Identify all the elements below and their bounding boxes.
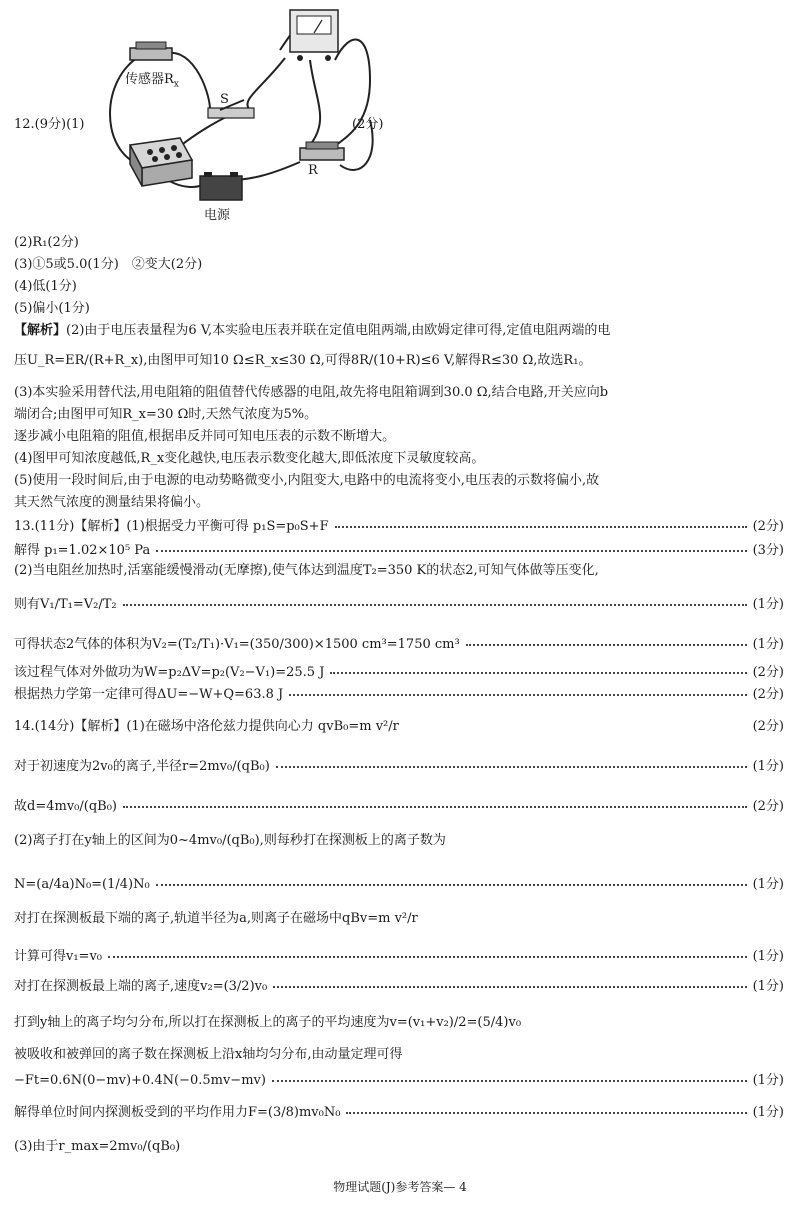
q12-jiexi-line xyxy=(14,320,784,342)
q13-row xyxy=(14,678,784,702)
q14-row: 打到y轴上的离子均匀分布,所以打在探测板上的离子的平均速度为v=(v₁+v₂)/2=(5/4)v₀ xyxy=(14,1015,522,1030)
resistor-label: R xyxy=(308,163,318,178)
q12-jiexi-line: 其天然气浓度的测量结果将偏小。 xyxy=(14,495,210,510)
q12-answer-3: (3)①5或5.0(1分) ②变大(2分) xyxy=(14,257,203,272)
row-text: 对于初速度为2v₀的离子,半径r=2mv₀/(qB₀) xyxy=(14,759,270,774)
row-text: 对打在探测板最上端的离子,速度v₂=(3/2)v₀ xyxy=(14,979,268,994)
row-score: (1分) xyxy=(752,759,784,774)
row-text: 13.(11分)【解析】(1)根据受力平衡可得 p₁S=p₀S+F xyxy=(14,519,329,534)
row-score: (1分) xyxy=(752,637,784,652)
row-score: (2分) xyxy=(752,687,784,702)
row-text: −Ft=0.6N(0−mv)+0.4N(−0.5mv−mv) xyxy=(14,1073,266,1088)
resistor-component xyxy=(300,142,344,160)
dot-leader xyxy=(156,550,746,552)
dot-leader xyxy=(346,1112,746,1114)
jiexi-text: (2)由于电压表量程为6 V,本实验电压表并联在定值电阻两端,由欧姆定律可得,定值电阻两端的电 xyxy=(66,323,611,338)
row-text: N=(a/4a)N₀=(1/4)N₀ xyxy=(14,877,150,892)
dot-leader xyxy=(123,806,747,808)
row-text: 根据热力学第一定律可得ΔU=−W+Q=63.8 J xyxy=(14,687,284,702)
q14-row xyxy=(14,970,784,994)
q14-row xyxy=(14,940,784,964)
dot-leader xyxy=(276,766,747,768)
row-text: 计算可得v₁=v₀ xyxy=(14,949,103,964)
dot-leader xyxy=(405,726,747,728)
row-score: (2分) xyxy=(752,799,784,814)
q13-row: (2)当电阻丝加热时,活塞能缓慢滑动(无摩擦),使气体达到温度T₂=350 K的状态2,可知气体做等压变化, xyxy=(14,563,599,578)
voltmeter-component xyxy=(290,10,338,61)
jiexi-tag: 【解析】 xyxy=(14,323,67,338)
dot-leader xyxy=(466,644,747,646)
q14-row: (2)离子打在y轴上的区间为0~4mv₀/(qB₀),则每秒打在探测板上的离子数为 xyxy=(14,833,446,848)
row-score: (2分) xyxy=(752,665,784,680)
q13-row xyxy=(14,628,784,652)
row-text: 该过程气体对外做功为W=p₂ΔV=p₂(V₂−V₁)=25.5 J xyxy=(14,665,325,680)
q14-row: 被吸收和被弹回的离子数在探测板上沿x轴均匀分布,由动量定理可得 xyxy=(14,1047,403,1062)
q12-jiexi-line: 压U_R=ER/(R+R_x),由图甲可知10 Ω≤R_x≤30 Ω,可得8R/(10+R)≤6 V,解得R≤30 Ω,故选R₁。 xyxy=(14,353,592,368)
dot-leader xyxy=(289,694,746,696)
row-score: (2分) xyxy=(752,519,784,534)
q12-header: 12.(9分)(1) xyxy=(14,117,85,132)
dot-leader xyxy=(156,884,747,886)
resistor-box-component xyxy=(130,138,192,186)
row-score: (1分) xyxy=(752,949,784,964)
q12-answer-5: (5)偏小(1分) xyxy=(14,301,90,316)
q12-jiexi-line: (5)使用一段时间后,由于电源的电动势略微变小,内阻变大,电路中的电流将变小,电压表的示数将偏小,故 xyxy=(14,473,600,488)
row-score: (3分) xyxy=(752,543,784,558)
q12-jiexi-line: (3)本实验采用替代法,用电阻箱的阻值替代传感器的电阻,故先将电阻箱调到30.0 Ω,结合电路,开关应向b xyxy=(14,385,609,400)
dot-leader xyxy=(272,1080,747,1082)
q12-answer-2: (2)R₁(2分) xyxy=(14,235,79,250)
row-score: (2分) xyxy=(752,719,784,734)
row-text: 可得状态2气体的体积为V₂=(T₂/T₁)·V₁=(350/300)×1500 cm³=1750 cm³ xyxy=(14,637,460,652)
q14-row: 对打在探测板最下端的离子,轨道半径为a,则离子在磁场中qBv=m v²/r xyxy=(14,911,418,926)
q14-row xyxy=(14,868,784,892)
power-supply-component xyxy=(200,172,242,200)
sensor-component xyxy=(130,42,172,60)
power-label: 电源 xyxy=(204,208,231,223)
dot-leader xyxy=(335,526,747,528)
row-score: (1分) xyxy=(752,1073,784,1088)
switch-label: S xyxy=(220,92,229,107)
row-text: 14.(14分)【解析】(1)在磁场中洛伦兹力提供向心力 qvB₀=m v²/r xyxy=(14,719,399,734)
row-score: (1分) xyxy=(752,979,784,994)
dot-leader xyxy=(273,986,746,988)
q12-jiexi-line: 逐步减小电阻箱的阻值,根据串反并同可知电压表的示数不断增大。 xyxy=(14,429,396,444)
q13-row xyxy=(14,534,784,558)
row-score: (1分) xyxy=(752,877,784,892)
q14-row xyxy=(14,750,784,774)
row-text: 解得单位时间内探测板受到的平均作用力F=(3/8)mv₀N₀ xyxy=(14,1105,341,1120)
dot-leader xyxy=(108,956,747,958)
row-score: (1分) xyxy=(752,597,784,612)
page-footer: 物理试题(J)参考答案— 4 xyxy=(333,1180,467,1194)
dot-leader xyxy=(123,604,747,606)
q12-jiexi-line: (4)图甲可知浓度越低,R_x变化越快,电压表示数变化越大,即低浓度下灵敏度较高。 xyxy=(14,451,485,466)
row-score: (1分) xyxy=(752,1105,784,1120)
q12-jiexi-line: 端闭合;由图甲可知R_x=30 Ω时,天然气浓度为5%。 xyxy=(14,407,318,422)
q12-answer-4: (4)低(1分) xyxy=(14,279,77,294)
q14-row xyxy=(14,1096,784,1120)
circuit-diagram xyxy=(100,0,430,220)
row-text: 解得 p₁=1.02×10⁵ Pa xyxy=(14,543,151,558)
q14-row xyxy=(14,1064,784,1088)
q14-row xyxy=(14,790,784,814)
q14-row: (3)由于r_max=2mv₀/(qB₀) xyxy=(14,1139,181,1154)
row-text: 故d=4mv₀/(qB₀) xyxy=(14,799,117,814)
q12-score: (2分) xyxy=(352,117,384,132)
q14-row xyxy=(14,710,784,734)
dot-leader xyxy=(330,672,746,674)
sensor-label: 传感器$R_x$ xyxy=(125,72,179,90)
row-text: 则有V₁/T₁=V₂/T₂ xyxy=(14,597,117,612)
q13-row xyxy=(14,510,784,534)
q13-row xyxy=(14,588,784,612)
q13-row xyxy=(14,656,784,680)
